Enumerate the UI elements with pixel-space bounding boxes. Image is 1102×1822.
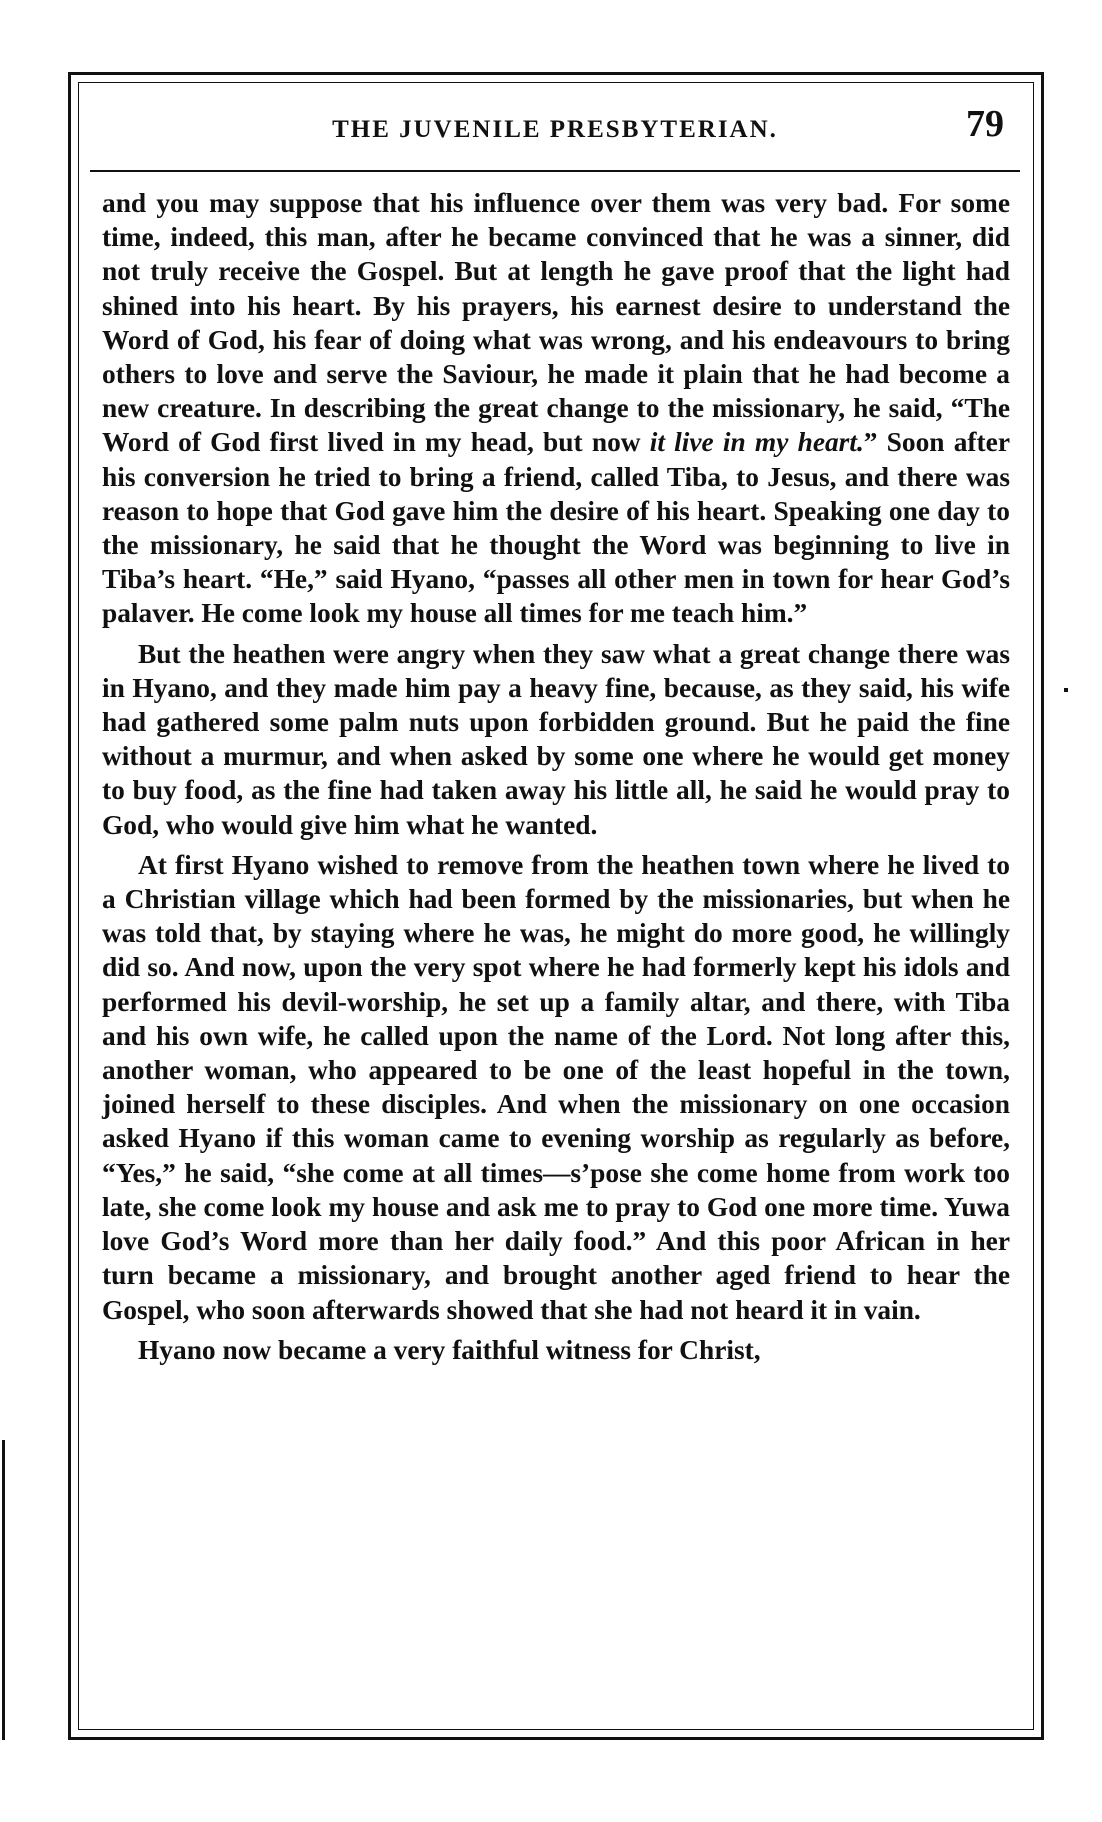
margin-mark-left-bar bbox=[2, 1440, 5, 1740]
page-number: 79 bbox=[966, 103, 1004, 145]
margin-mark-right-dot bbox=[1064, 688, 1068, 692]
paragraph-1-text-b: ” Soon after his conversion he tried to bring a friend, called Tiba, to Jesus, and there was reason to hope that God gave him the desire of his heart. Speaking one day to the missionary, he said that he thought the Word was beginning to live in Tiba’s heart. “He,” said Hyano, “passes all other men in town for hear God’s palaver. He come look my house all times for me teach him.” bbox=[102, 427, 1010, 629]
page-header bbox=[90, 88, 1020, 172]
paragraph-1-italic: it live in my heart. bbox=[649, 427, 864, 458]
paragraph-3: At first Hyano wished to remove from the heathen town where he lived to a Christian village which had been formed by the missionaries, but when he was told that, by staying where he was, he might do more good, he willingly did so. And now, upon the very spot where he had formerly kept his idols and performed his devil-worship, he set up a family altar, and there, with Tiba and his own wife, he called upon the name of the Lord. Not long after this, another woman, who appeared to be one of the least hopeful in the town, joined herself to these disciples. And when the missionary on one occasion asked Hyano if this woman came to evening worship as regularly as before, “Yes,” he said, “she come at all times—s’pose she come home from work too late, she come look my house and ask me to pray to God one more time. Yuwa love God’s Word more than her daily food.” And this poor African in her turn became a missionary, and brought another aged friend to hear the Gospel, who soon afterwards showed that she had not heard it in vain. bbox=[102, 849, 1010, 1325]
paragraph-4: Hyano now became a very faithful witness for Christ, bbox=[138, 1334, 761, 1365]
paragraph-1 bbox=[102, 186, 1010, 631]
paragraph-1-text-a: and you may suppose that his influence over them was very bad. For some time, indeed, this man, after he became convinced that he was a sinner, did not truly receive the Gospel. But at length he gave proof that the light had shined into his heart. By his prayers, his earnest desire to understand the Word of God, his fear of doing what was wrong, and his endeavours to bring others to love and serve the Saviour, he made it plain that he had become a new creature. In describing the great change to the missionary, he said, “The Word of God first lived in my head, but now bbox=[102, 188, 1010, 458]
paragraph-2: But the heathen were angry when they saw what a great change there was in Hyano, and they made him pay a heavy fine, because, as they said, his wife had gathered some palm nuts upon forbidden ground. But he paid the fine without a murmur, and when asked by some one where he would get money to buy food, as the fine had taken away his little all, he said he would pray to God, who would give him what he wanted. bbox=[102, 638, 1010, 840]
article-body bbox=[102, 186, 1010, 1367]
running-title: THE JUVENILE PRESBYTERIAN. bbox=[332, 116, 778, 143]
